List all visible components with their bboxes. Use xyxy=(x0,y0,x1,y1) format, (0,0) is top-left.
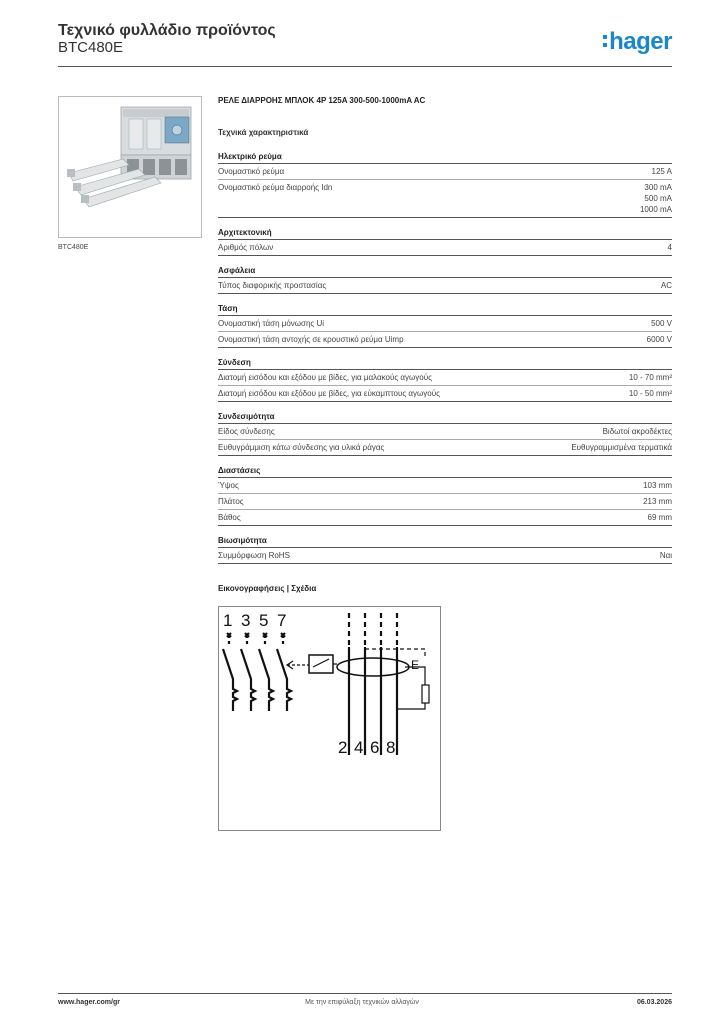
image-caption: BTC480E xyxy=(58,244,89,251)
section-title: Βιωσιμότητα xyxy=(218,536,672,548)
spec-section xyxy=(218,266,672,294)
spec-section xyxy=(218,536,672,564)
section-title: Διαστάσεις xyxy=(218,466,672,478)
spec-value: 103 mm xyxy=(643,481,672,490)
wiring-diagram xyxy=(218,606,441,831)
footer-divider xyxy=(58,993,672,994)
bottom-terminal-label: 8 xyxy=(386,738,396,757)
spec-label: Ύψος xyxy=(218,481,239,490)
spec-label: Ονομαστική τάση μόνωσης Ui xyxy=(218,319,325,328)
spec-row xyxy=(218,478,672,494)
spec-section xyxy=(218,358,672,402)
spec-value: 125 A xyxy=(651,167,672,176)
spec-section xyxy=(218,412,672,456)
section-title: Συνδεσιμότητα xyxy=(218,412,672,424)
product-title: ΡΕΛΕ ΔΙΑΡΡΟΗΣ ΜΠΛΟΚ 4P 125A 300-500-1000mA AC xyxy=(218,96,426,105)
spec-value: 4 xyxy=(667,243,672,252)
section-title: Σύνδεση xyxy=(218,358,672,370)
section-title: Ηλεκτρικό ρεύμα xyxy=(218,152,672,164)
spec-row xyxy=(218,164,672,180)
spec-row xyxy=(218,180,672,218)
spec-value: 10 - 50 mm² xyxy=(628,389,672,398)
spec-section xyxy=(218,228,672,256)
spec-label: Συμμόρφωση RoHS xyxy=(218,551,290,560)
spec-label: Ονομαστικό ρεύμα διαρροής Idn xyxy=(218,183,333,192)
diagram-heading: Εικονογραφήσεις | Σχέδια xyxy=(218,584,317,593)
spec-value: 213 mm xyxy=(643,497,672,506)
spec-label: Τύπος διαφορικής προστασίας xyxy=(218,281,327,290)
wiring-diagram-svg xyxy=(219,607,440,830)
spec-label: Βάθος xyxy=(218,513,241,522)
section-title: Τάση xyxy=(218,304,672,316)
spec-sections xyxy=(218,152,672,564)
spec-section xyxy=(218,466,672,526)
bottom-terminal-label: 4 xyxy=(354,738,364,757)
hager-logo: hager xyxy=(603,28,672,56)
spec-label: Είδος σύνδεσης xyxy=(218,427,275,436)
spec-row xyxy=(218,440,672,456)
logo-dots-icon xyxy=(603,34,607,48)
spec-value: Ευθυγραμμισμένα τερματικά xyxy=(571,443,672,452)
top-terminal-label: 5 xyxy=(259,611,269,630)
spec-value: Ναι xyxy=(659,551,672,560)
spec-value: 300 mA 500 mA 1000 mA xyxy=(639,183,672,214)
top-terminal-label: 7 xyxy=(277,611,287,630)
spec-section xyxy=(218,304,672,348)
spec-value: Βιδωτοί ακροδέκτες xyxy=(602,427,672,436)
spec-row xyxy=(218,494,672,510)
spec-value: 69 mm xyxy=(647,513,672,522)
top-terminal-label: 1 xyxy=(223,611,233,630)
spec-label: Ονομαστική τάση αντοχής σε κρουστικό ρεύμα Uimp xyxy=(218,335,404,344)
spec-row xyxy=(218,424,672,440)
spec-row xyxy=(218,278,672,294)
test-button-label: E xyxy=(411,658,420,672)
spec-value: 6000 V xyxy=(646,335,672,344)
spec-label: Ονομαστικό ρεύμα xyxy=(218,167,285,176)
footer-website[interactable]: www.hager.com/gr xyxy=(58,999,120,1006)
document-title: Τεχνικό φυλλάδιο προϊόντος xyxy=(58,22,276,39)
spec-content xyxy=(218,96,672,593)
spec-value: 500 V xyxy=(651,319,672,328)
spec-label: Πλάτος xyxy=(218,497,244,506)
spec-row xyxy=(218,386,672,402)
footer-disclaimer: Με την επιφύλαξη τεχνικών αλλαγών xyxy=(305,999,419,1006)
specs-heading: Τεχνικά χαρακτηριστικά xyxy=(218,128,309,137)
section-title: Ασφάλεια xyxy=(218,266,672,278)
spec-row xyxy=(218,240,672,256)
header-divider xyxy=(58,66,672,67)
spec-value: 10 - 70 mm² xyxy=(628,373,672,382)
bottom-terminal-label: 2 xyxy=(338,738,348,757)
spec-row xyxy=(218,370,672,386)
spec-row xyxy=(218,548,672,564)
spec-section xyxy=(218,152,672,218)
product-image xyxy=(58,96,202,238)
bottom-terminal-label: 6 xyxy=(370,738,380,757)
spec-row xyxy=(218,332,672,348)
spec-value: AC xyxy=(660,281,672,290)
spec-label: Διατομή εισόδου και εξόδου με βίδες, για εύκαμπτους αγωγούς xyxy=(218,389,440,398)
spec-row xyxy=(218,510,672,526)
footer-date: 06.03.2026 xyxy=(636,999,672,1006)
spec-row xyxy=(218,316,672,332)
spec-label: Διατομή εισόδου και εξόδου με βίδες, για μαλακούς αγωγούς xyxy=(218,373,432,382)
top-terminal-label: 3 xyxy=(241,611,251,630)
spec-label: Ευθυγράμμιση κάτω σύνδεσης για υλικά ράγας xyxy=(218,443,385,452)
product-code: BTC480E xyxy=(58,39,124,56)
section-title: Αρχιτεκτονική xyxy=(218,228,672,240)
spec-label: Αριθμός πόλων xyxy=(218,243,274,252)
